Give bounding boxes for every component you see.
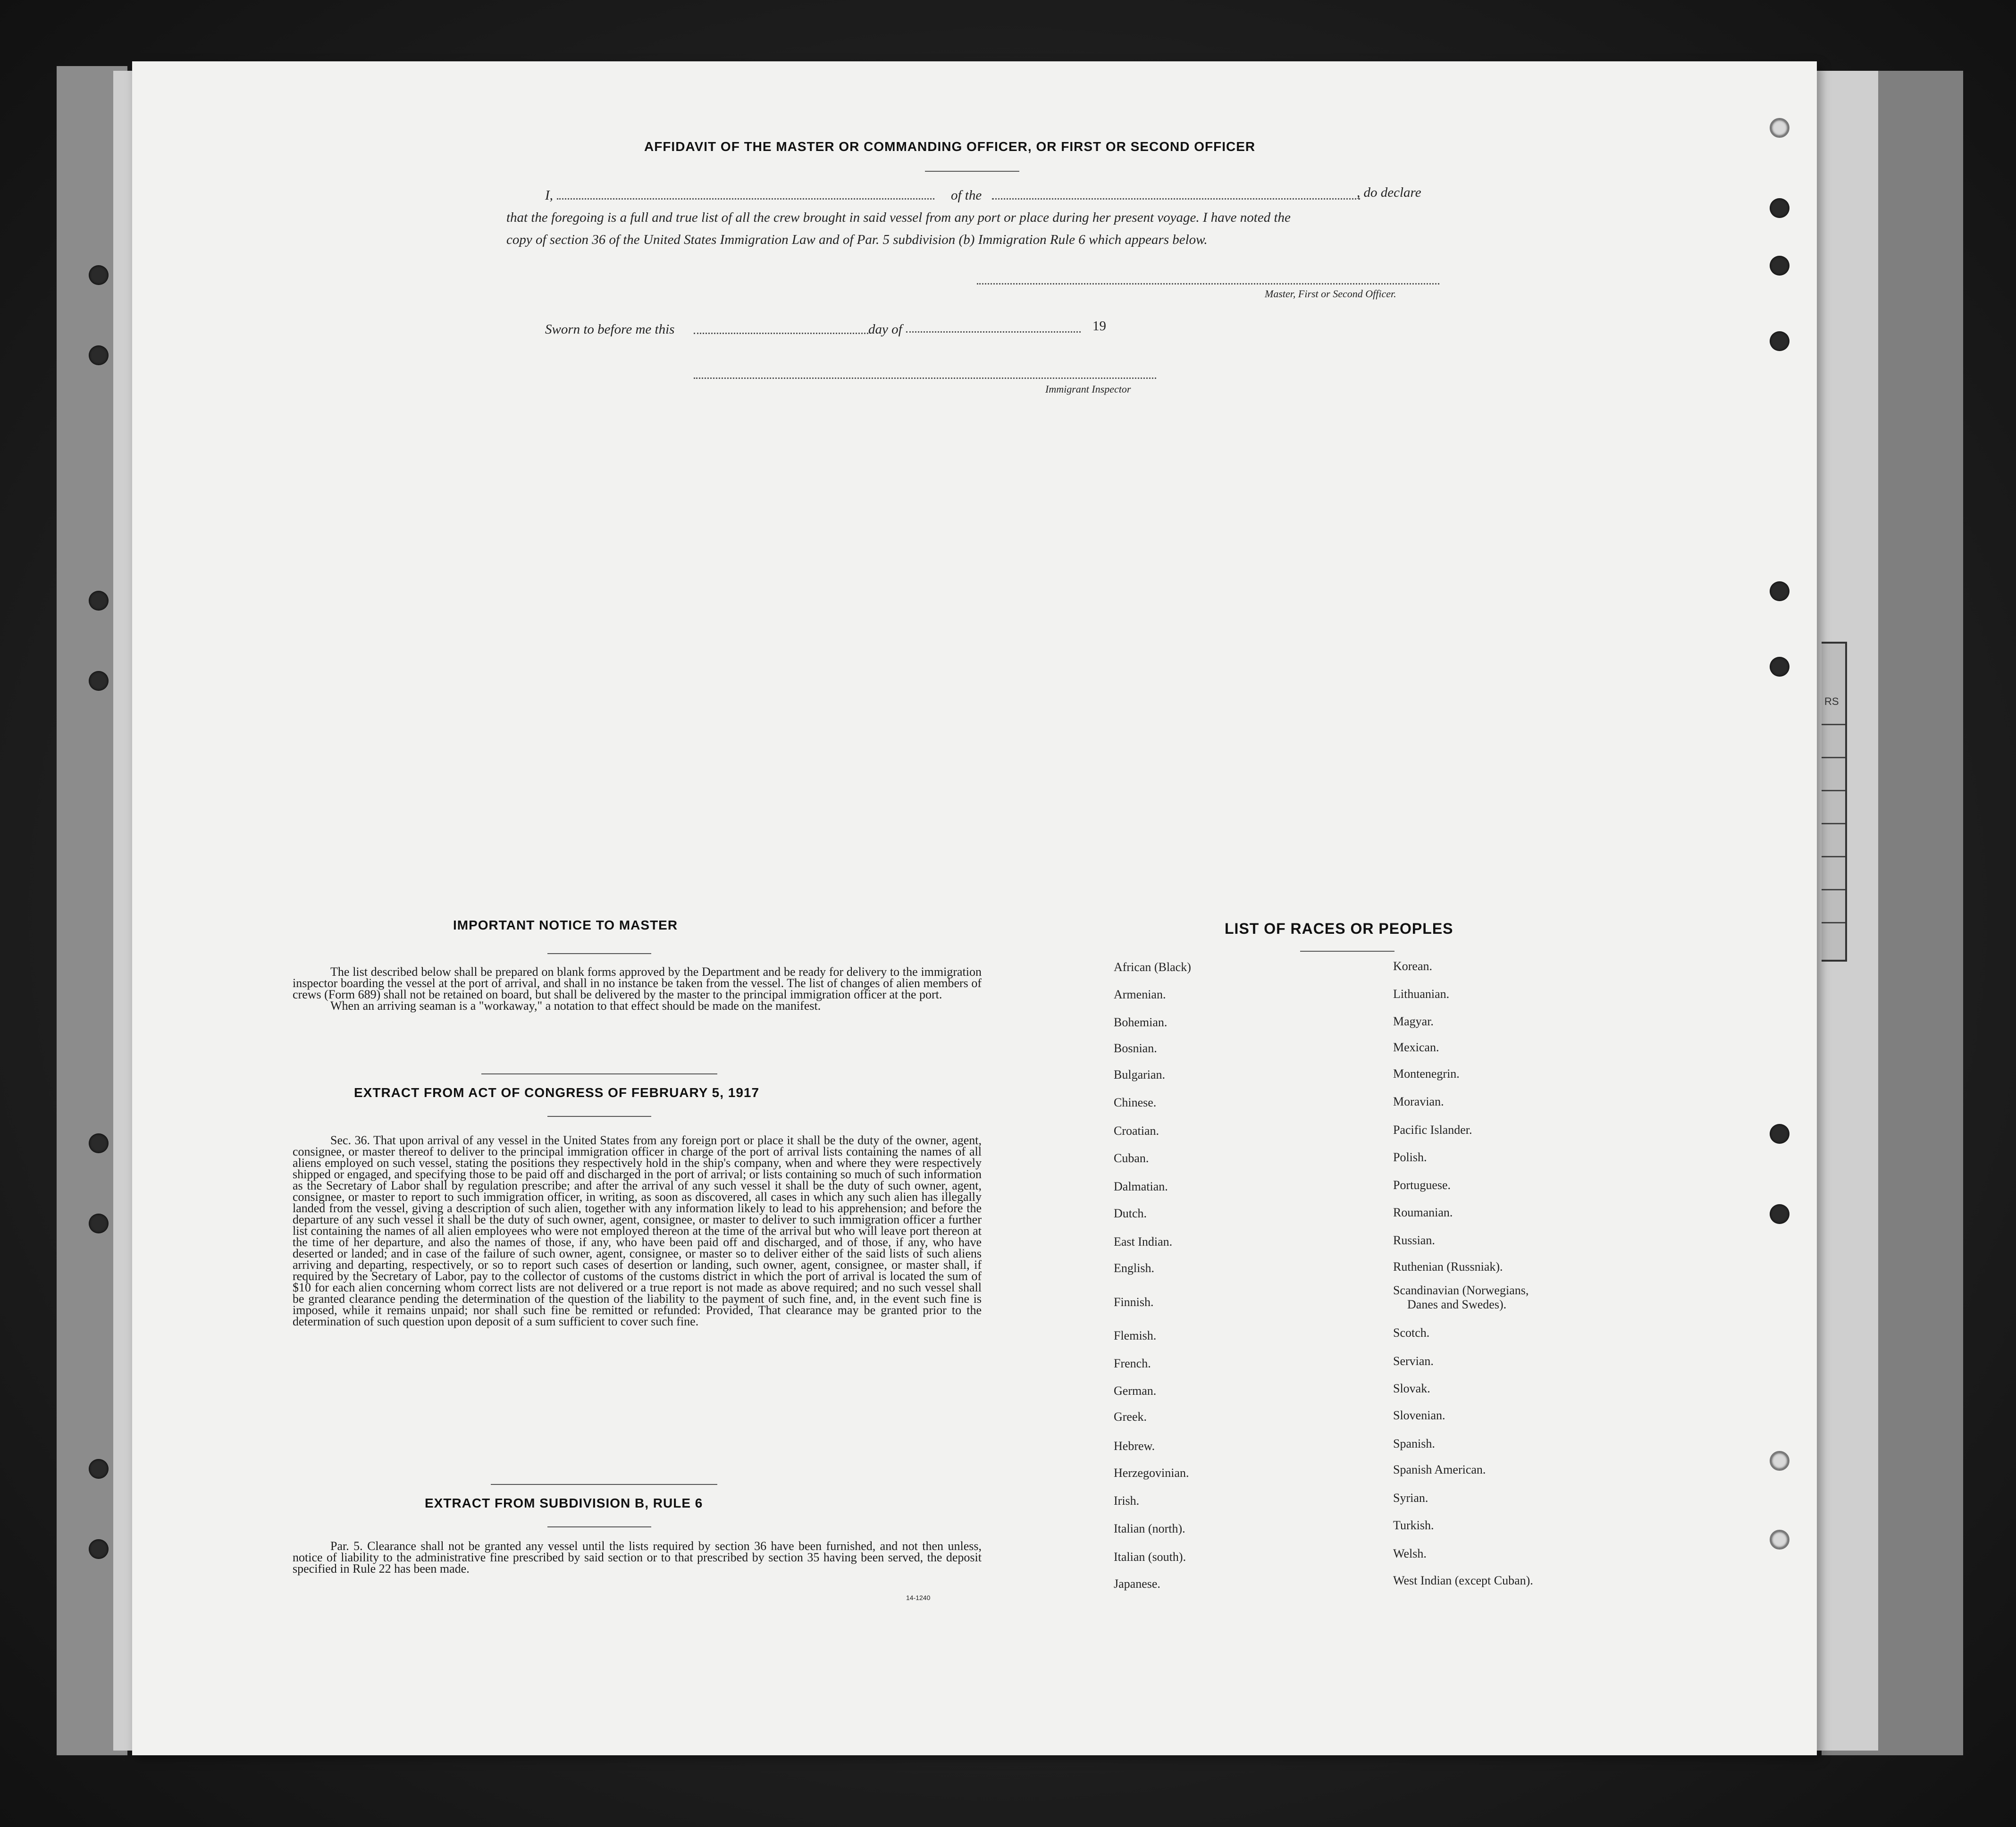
race-item: Armenian. xyxy=(1114,988,1166,1001)
sworn-day-field[interactable] xyxy=(694,333,868,334)
year-prefix: 19 xyxy=(1092,318,1106,334)
title-underline xyxy=(925,171,1019,172)
race-item: Magyar. xyxy=(1393,1014,1434,1028)
race-item: French. xyxy=(1114,1357,1151,1370)
race-item: Moravian. xyxy=(1393,1095,1444,1108)
race-item: Dalmatian. xyxy=(1114,1180,1168,1193)
affidavit-line-2: that the foregoing is a full and true list of all the crew brought in said vessel from any port or place during her present voyage. I have noted the xyxy=(506,210,1291,225)
binder-hole xyxy=(1770,1124,1789,1144)
race-item: Polish. xyxy=(1393,1150,1427,1164)
binder-hole xyxy=(1770,1530,1789,1550)
binder-hole xyxy=(89,671,109,691)
race-item: Syrian. xyxy=(1393,1491,1428,1505)
race-item: Herzegovinian. xyxy=(1114,1466,1189,1480)
affidavit-of-the-label: of the xyxy=(951,188,982,203)
race-item: Italian (south). xyxy=(1114,1550,1186,1564)
binder-hole xyxy=(1770,581,1789,601)
binder-hole xyxy=(1770,331,1789,351)
race-item: African (Black) xyxy=(1114,960,1191,974)
race-item: East Indian. xyxy=(1114,1235,1173,1249)
race-item: Servian. xyxy=(1393,1354,1434,1368)
race-item: Montenegrin. xyxy=(1393,1067,1460,1081)
notice-body xyxy=(293,966,982,1012)
race-item: Flemish. xyxy=(1114,1329,1157,1342)
race-item: Slovenian. xyxy=(1393,1408,1445,1422)
race-item: Irish. xyxy=(1114,1494,1140,1508)
extract-act-underline xyxy=(547,1116,651,1117)
binder-hole xyxy=(1770,1204,1789,1224)
side-tab-label: RS xyxy=(1824,696,1839,707)
affiant-name-field[interactable] xyxy=(557,198,934,200)
par-5-text: Par. 5. Clearance shall not be granted any vessel until the lists required by section 36 have been furnished, and not then unless, notice of liability to the administrative fine prescribed by said section or to that prescribed by section 35 having been served, the deposit specified in Rule 22 has been made. xyxy=(293,1539,982,1576)
race-item: English. xyxy=(1114,1261,1154,1275)
race-item: Bosnian. xyxy=(1114,1041,1157,1055)
binder-hole xyxy=(89,1214,109,1233)
race-item: Pacific Islander. xyxy=(1393,1123,1472,1137)
form-number: 14-1240 xyxy=(906,1594,931,1601)
extract-rule-body xyxy=(293,1541,982,1575)
extract-rule-title: EXTRACT FROM SUBDIVISION B, RULE 6 xyxy=(425,1496,703,1510)
binder-hole xyxy=(89,591,109,611)
section-divider xyxy=(491,1484,717,1485)
master-signature-line[interactable] xyxy=(977,283,1439,285)
race-item: Slovak. xyxy=(1393,1382,1430,1395)
race-item: Roumanian. xyxy=(1393,1206,1453,1219)
notice-paragraph-1: The list described below shall be prepared on blank forms approved by the Department and be ready for delivery to the immigration inspector boarding the vessel at the port of arrival, and shall in no instance be taken from the vessel. The list of changes of alien members of crews (Form 689) shall not be retained on board, but shall be delivered by the master to the principal immigration officer at the port. xyxy=(293,965,982,1001)
race-item: Russian. xyxy=(1393,1233,1435,1247)
sworn-label: Sworn to before me this xyxy=(545,322,675,337)
day-of-label: day of xyxy=(868,322,902,337)
race-item: Spanish American. xyxy=(1393,1463,1486,1476)
race-item: Portuguese. xyxy=(1393,1178,1451,1192)
extract-rule-underline xyxy=(547,1526,651,1527)
races-title: LIST OF RACES OR PEOPLES xyxy=(1225,920,1453,937)
race-item: Bohemian. xyxy=(1114,1015,1168,1029)
extract-act-body xyxy=(293,1135,982,1327)
binder-hole xyxy=(1770,198,1789,218)
binder-hole xyxy=(1770,1451,1789,1471)
binder-hole xyxy=(89,1133,109,1153)
race-item: Scotch. xyxy=(1393,1326,1430,1340)
binder-hole xyxy=(1770,118,1789,138)
race-item: Ruthenian (Russniak). xyxy=(1393,1260,1503,1274)
race-item: Danes and Swedes). xyxy=(1407,1298,1507,1311)
binder-hole xyxy=(89,1539,109,1559)
affidavit-line-3: copy of section 36 of the United States Immigration Law and of Par. 5 subdivision (b) Immigration Rule 6 which appears below. xyxy=(506,232,1208,247)
race-item: German. xyxy=(1114,1384,1157,1398)
binder-hole xyxy=(1770,256,1789,276)
master-signature-caption: Master, First or Second Officer. xyxy=(1265,288,1396,300)
affidavit-i-label: I, xyxy=(545,188,553,203)
section-36-text: Sec. 36. That upon arrival of any vessel in the United States from any foreign port or place it shall be the duty of the owner, agent, consignee, or master thereof to deliver to the principal immigration officer in charge of the port of arrival lists containing the names of all aliens employed on such vessel, stating the positions they respectively hold in the ship's company, when and where they were respectively shipped or engaged, and specifying those to be paid off and discharged in the port of arrival; or lists containing so much of such information as the Secretary of Labor shall by regulation prescribe; and after the arrival of any such vessel it shall be the duty of such owner, agent, consignee, or master to report to such immigration officer, in writing, as soon as discovered, all cases in which any such alien has illegally landed from the vessel, giving a description of such alien, together with any information likely to lead to his apprehension; and before the departure of any such vessel it shall be the duty of such owner, agent, consignee, or master to deliver to such immigration officer a further list containing the names of all alien employees who were not employed thereon at the time of the arrival but who will leave port thereon at the time of her departure, and also the names of those, if any, who have been paid off and discharged, and of those, if any, who have deserted or landed; and in case of the failure of such owner, agent, consignee, or master so to deliver either of the said lists of such aliens arriving and departing, respectively, or so to report such cases of desertion or landing, such owner, agent, consignee, or master shall, if required by the Secretary of Labor, pay to the collector of customs of the customs district in which the port of arrival is located the sum of $10 for each alien concerning whom correct lists are not delivered or a true report is not made as above required; and no such vessel shall be granted clearance pending the determination of the question of the liability to the payment of such fine, and, in the event such fine is imposed, while it remains unpaid; nor shall such fine be remitted or refunded: Provided, That clearance may be granted prior to the determination of such question upon deposit of a sum sufficient to cover such fine. xyxy=(293,1133,982,1328)
affidavit-title: AFFIDAVIT OF THE MASTER OR COMMANDING OFFICER, OR FIRST OR SECOND OFFICER xyxy=(644,139,1256,154)
notice-underline xyxy=(547,953,651,954)
race-item: Korean. xyxy=(1393,959,1433,973)
race-item: Greek. xyxy=(1114,1410,1147,1424)
race-item: Spanish. xyxy=(1393,1437,1435,1450)
race-item: Chinese. xyxy=(1114,1096,1157,1109)
affidavit-do-declare: , do declare xyxy=(1357,185,1421,200)
race-item: Finnish. xyxy=(1114,1295,1154,1309)
sworn-month-field[interactable] xyxy=(906,331,1081,333)
extract-act-title: EXTRACT FROM ACT OF CONGRESS OF FEBRUARY 5, 1917 xyxy=(354,1085,760,1100)
race-item: Italian (north). xyxy=(1114,1522,1185,1535)
race-item: Croatian. xyxy=(1114,1124,1159,1138)
vessel-name-field[interactable] xyxy=(992,198,1360,200)
section-divider xyxy=(481,1073,717,1074)
inspector-caption: Immigrant Inspector xyxy=(1045,383,1131,395)
race-item: Welsh. xyxy=(1393,1547,1427,1560)
race-item: West Indian (except Cuban). xyxy=(1393,1574,1533,1587)
binder-hole xyxy=(89,1459,109,1479)
binder-hole xyxy=(89,265,109,285)
manifest-page xyxy=(132,61,1817,1755)
races-underline xyxy=(1300,951,1394,952)
race-item: Turkish. xyxy=(1393,1518,1434,1532)
binder-hole xyxy=(1770,657,1789,677)
notice-title: IMPORTANT NOTICE TO MASTER xyxy=(453,918,678,932)
race-item: Hebrew. xyxy=(1114,1439,1155,1453)
side-tab xyxy=(1822,642,1847,962)
race-item: Bulgarian. xyxy=(1114,1068,1166,1081)
inspector-signature-line[interactable] xyxy=(694,377,1156,379)
race-item: Scandinavian (Norwegians, xyxy=(1393,1283,1529,1297)
race-item: Lithuanian. xyxy=(1393,987,1450,1001)
notice-paragraph-2: When an arriving seaman is a "workaway," a notation to that effect should be made on the manifest. xyxy=(330,999,821,1013)
race-item: Cuban. xyxy=(1114,1151,1149,1165)
race-item: Japanese. xyxy=(1114,1577,1160,1591)
race-item: Dutch. xyxy=(1114,1207,1147,1220)
race-item: Mexican. xyxy=(1393,1040,1439,1054)
binder-hole xyxy=(89,345,109,365)
